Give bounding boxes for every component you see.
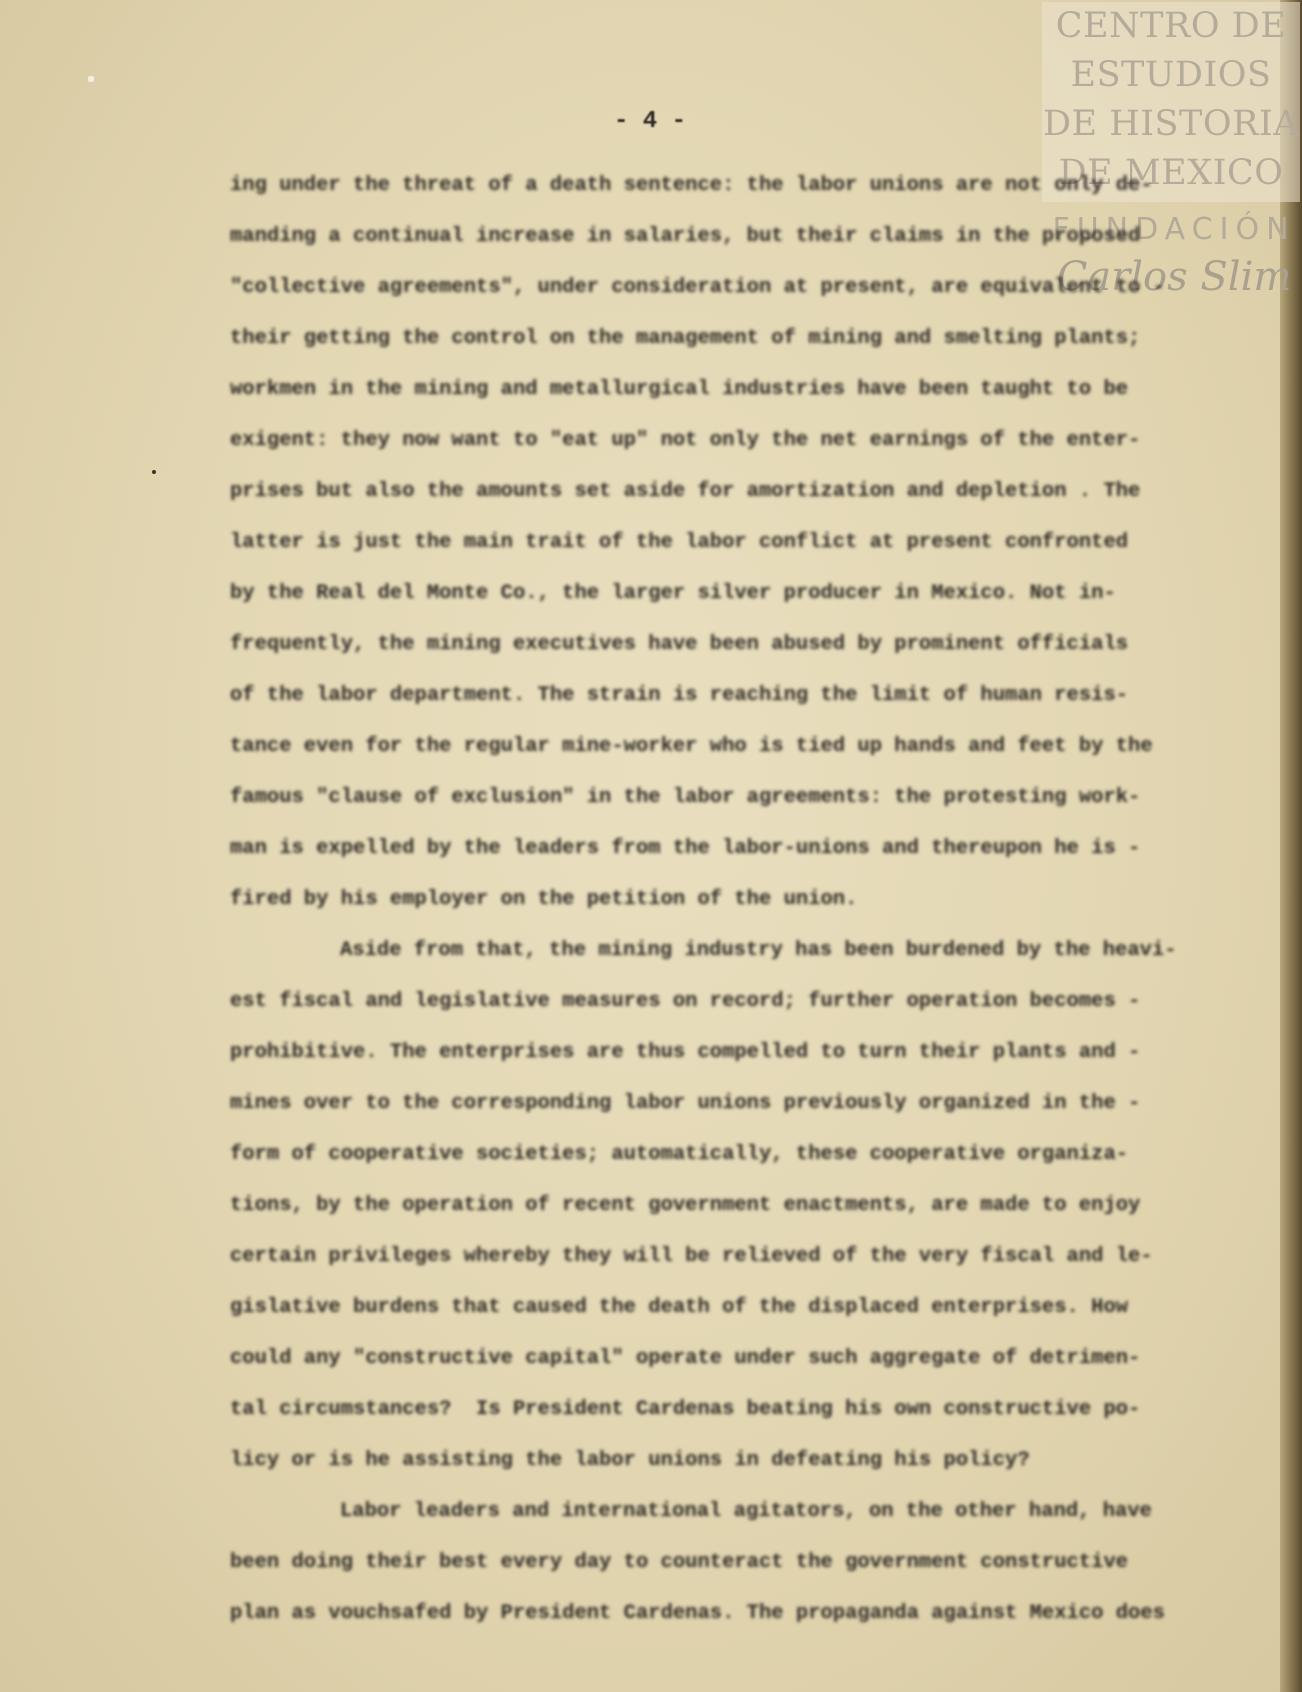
watermark-line: DE MEXICO: [1058, 153, 1284, 193]
foundation-signature: Carlos Slim: [1056, 254, 1292, 300]
watermark-line: DE HISTORIA: [1042, 104, 1300, 144]
text-line: their getting the control on the management of mining and smelting plants;: [230, 327, 1141, 350]
text-line: form of cooperative societies; automatically, these cooperative organiza-: [230, 1143, 1129, 1166]
margin-speck: [88, 76, 94, 82]
text-line: certain privileges whereby they will be relieved of the very fiscal and le-: [230, 1245, 1153, 1268]
text-line: prohibitive. The enterprises are thus compelled to turn their plants and -: [230, 1041, 1141, 1064]
watermark-line: CENTRO DE: [1055, 6, 1287, 46]
text-line: been doing their best every day to counteract the government constructive: [230, 1551, 1129, 1574]
text-line: fired by his employer on the petition of the union.: [230, 888, 858, 911]
text-line: tance even for the regular mine-worker who is tied up hands and feet by the: [230, 735, 1153, 758]
text-line: manding a continual increase in salaries, but their claims in the proposed: [230, 225, 1141, 248]
margin-speck: [152, 470, 156, 474]
text-line: tal circumstances? Is President Cardenas beating his own constructive po-: [230, 1398, 1141, 1421]
paragraph-start-line: Labor leaders and international agitators, on the other hand, have: [340, 1500, 1152, 1523]
text-line: tions, by the operation of recent government enactments, are made to enjoy: [230, 1194, 1141, 1217]
text-line: gislative burdens that caused the death of the displaced enterprises. How: [230, 1296, 1129, 1319]
text-line: frequently, the mining executives have been abused by prominent officials: [230, 633, 1129, 656]
text-line: workmen in the mining and metallurgical industries have been taught to be: [230, 378, 1129, 401]
text-line: mines over to the corresponding labor unions previously organized in the -: [230, 1092, 1141, 1115]
typed-text-body: [230, 160, 1245, 1639]
paragraph-start-line: Aside from that, the mining industry has been burdened by the heavi-: [340, 939, 1177, 962]
foundation-label: FUNDACIÓN: [1052, 212, 1296, 247]
text-line: of the labor department. The strain is reaching the limit of human resis-: [230, 684, 1129, 707]
page-number: - 4 -: [613, 108, 686, 135]
text-line: licy or is he assisting the labor unions in defeating his policy?: [230, 1449, 1030, 1472]
text-line: prises but also the amounts set aside for amortization and depletion . The: [230, 480, 1141, 503]
watermark-line: ESTUDIOS: [1070, 55, 1272, 95]
text-line: exigent: they now want to "eat up" not only the net earnings of the enter-: [230, 429, 1141, 452]
text-line: could any "constructive capital" operate under such aggregate of detrimen-: [230, 1347, 1141, 1370]
text-line: est fiscal and legislative measures on record; further operation becomes -: [230, 990, 1141, 1013]
text-line: man is expelled by the leaders from the labor-unions and thereupon he is -: [230, 837, 1141, 860]
text-line: ing under the threat of a death sentence: the labor unions are not only de-: [230, 174, 1153, 197]
text-line: famous "clause of exclusion" in the labor agreements: the protesting work-: [230, 786, 1141, 809]
text-line: latter is just the main trait of the labor conflict at present confronted: [230, 531, 1129, 554]
text-line: "collective agreements", under consideration at present, are equivalent to -: [230, 276, 1165, 299]
text-line: plan as vouchsafed by President Cardenas. The propaganda against Mexico does: [230, 1602, 1165, 1625]
text-line: by the Real del Monte Co., the larger silver producer in Mexico. Not in-: [230, 582, 1116, 605]
